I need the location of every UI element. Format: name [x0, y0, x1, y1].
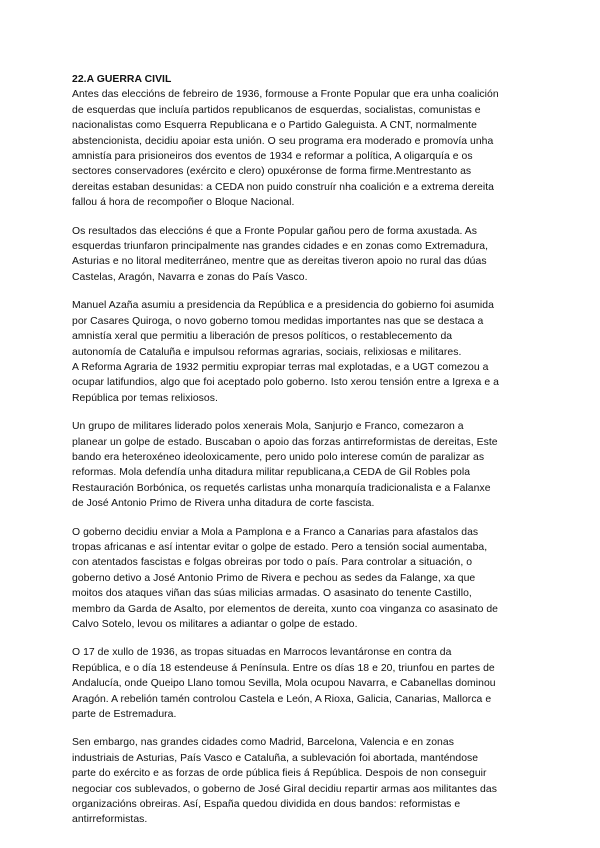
text-line: parte de Estremadura.: [72, 709, 177, 721]
text-line: membro da Garda de Asalto, por elementos de dereita, xunto coa vinganza co asasinato de: [72, 603, 499, 615]
text-line: Sen embargo, nas grandes cidades como Madrid, Barcelona, Valencia e en zonas: [72, 737, 454, 749]
paragraph-2: [72, 224, 532, 286]
text-line: tropas africanas e así intentar evitar o golpe de estado. Pero a tensión social aumentaba,: [72, 541, 488, 553]
text-line: A Reforma Agraria de 1932 permitiu expropiar terras mal explotadas, e a UGT comezou a: [72, 361, 489, 373]
text-line: reformas. Mola defendía unha ditadura militar republicana,a CEDA de Gil Robles pola: [72, 467, 471, 479]
document-title: 22.A GUERRA CIVIL: [72, 74, 172, 85]
text-line: autonomía de Cataluña e impulsou reformas agrarias, sociais, relixiosas e militares.: [72, 346, 462, 358]
paragraph-4: [72, 419, 532, 511]
text-line: parte do exército e as forzas de orde pública fieis á República. Despois de non conseguir: [72, 768, 487, 780]
text-line: por Casares Quiroga, o novo goberno tomou medidas importantes nas que se destaca a: [72, 315, 484, 327]
document-body: [72, 72, 532, 841]
text-line: Castelas, Aragón, Navarra e zonas do País Vasco.: [72, 271, 308, 283]
text-line: Asturias e no litoral mediterráneo, mentre que as dereitas tiveron apoio no rural das dúas: [72, 256, 487, 268]
paragraph-6: [72, 645, 532, 722]
paragraph-list: [72, 87, 532, 827]
text-line: amnistía xeral que permitiu a liberación de presos políticos, o restablecemento da: [72, 331, 453, 343]
text-line: Restauración Borbónica, os requetés carlistas unha monarquía tradicionalista e a Falanxe: [72, 482, 491, 494]
text-line: Andalucía, onde Queipo Llano tomou Sevilla, Mola ocupou Navarra, e Cabanellas dominou: [72, 678, 496, 690]
text-line: con atentados fascistas e folgas obreiras por todo o país. Para controlar a situación, o: [72, 557, 473, 569]
text-line: Un grupo de militares liderado polos xenerais Mola, Sanjurjo e Franco, comezaron a: [72, 421, 464, 433]
text-line: O 17 de xullo de 1936, as tropas situadas en Marrocos levantáronse en contra da: [72, 647, 452, 659]
text-line: de José Antonio Primo de Rivera unha ditadura de corte fascista.: [72, 498, 375, 510]
text-line: industriais de Asturias, País Vasco e Cataluña, a sublevación foi abortada, manténdose: [72, 752, 479, 764]
text-line: República por temas relixiosos.: [72, 392, 218, 404]
text-line: bando era heteroxéneo ideoloxicamente, pero unido polo interese común de paralizar as: [72, 451, 485, 463]
text-line: fallou á hora de recompoñer o Bloque Nacional.: [72, 197, 295, 209]
paragraph-7: [72, 735, 532, 827]
text-line: Manuel Azaña asumiu a presidencia da República e a presidencia do gobierno foi asumida: [72, 300, 494, 312]
text-line: amnistía para prisioneiros dos eventos de 1934 e reformar a política, A oligarquía e os: [72, 151, 473, 163]
text-line: República, e o día 18 estendeuse á Península. Entre os días 18 e 20, triunfou en partes de: [72, 662, 495, 674]
text-line: Antes das eleccións de febreiro de 1936, formouse a Fronte Popular que era unha coalición: [72, 89, 499, 101]
text-line: Calvo Sotelo, levou os militares a adiantar o golpe de estado.: [72, 619, 358, 630]
text-line: sectores conservadores (exército e clero) opuxéronse de forma firme.Mentrestanto as: [72, 166, 472, 178]
text-line: abstencionista, decidiu apoiar esta unión. O seu programa era moderado e promovía unha: [72, 135, 494, 147]
text-line: goberno detivo a José Antonio Primo de Rivera e pechou as sedes da Falange, xa que: [72, 572, 476, 584]
text-line: dereitas estaban desunidas: a CEDA non puido construír nha coalición e a extrema dereita: [72, 181, 495, 193]
text-line: nacionalistas como Esquerra Republicana e o Partido Galeguista. A CNT, normalmente: [72, 120, 477, 132]
text-line: O goberno decidiu enviar a Mola a Pamplona e a Franco a Canarias para afastalos das: [72, 526, 479, 538]
text-line: planear un golpe de estado. Buscaban o apoio das forzas antirreformistas de dereitas, Este: [72, 436, 498, 448]
text-line: antirreformistas.: [72, 814, 148, 826]
text-line: esquerdas triunfaron principalmente nas grandes cidades e en zonas como Extremadura,: [72, 241, 489, 253]
text-line: negociar cos sublevados, o goberno de José Giral decidiu repartir armas aos militantes das: [72, 783, 497, 795]
paragraph-1: [72, 87, 532, 210]
text-line: ocupar latifundios, algo que foi aceptado polo goberno. Isto xerou tensión entre a Igrexa e a: [72, 377, 499, 389]
paragraph-5: [72, 525, 532, 633]
text-line: de esquerdas que incluía partidos republicanos de esquerdas, socialistas, comunistas e: [72, 104, 481, 116]
text-line: organizacións obreiras. Así, España quedou dividida en dous bandos: reformistas e: [72, 799, 461, 811]
text-line: Aragón. A rebelión tamén controlou Castela e León, A Rioxa, Galicia, Canarias, Mallorca e: [72, 693, 492, 705]
paragraph-3: [72, 298, 532, 406]
text-line: moitos dos ataques viñan das súas milicias armadas. O asasinato do tenente Castillo,: [72, 588, 472, 600]
text-line: Os resultados das eleccións é que a Fronte Popular gañou pero de forma axustada. As: [72, 225, 478, 237]
